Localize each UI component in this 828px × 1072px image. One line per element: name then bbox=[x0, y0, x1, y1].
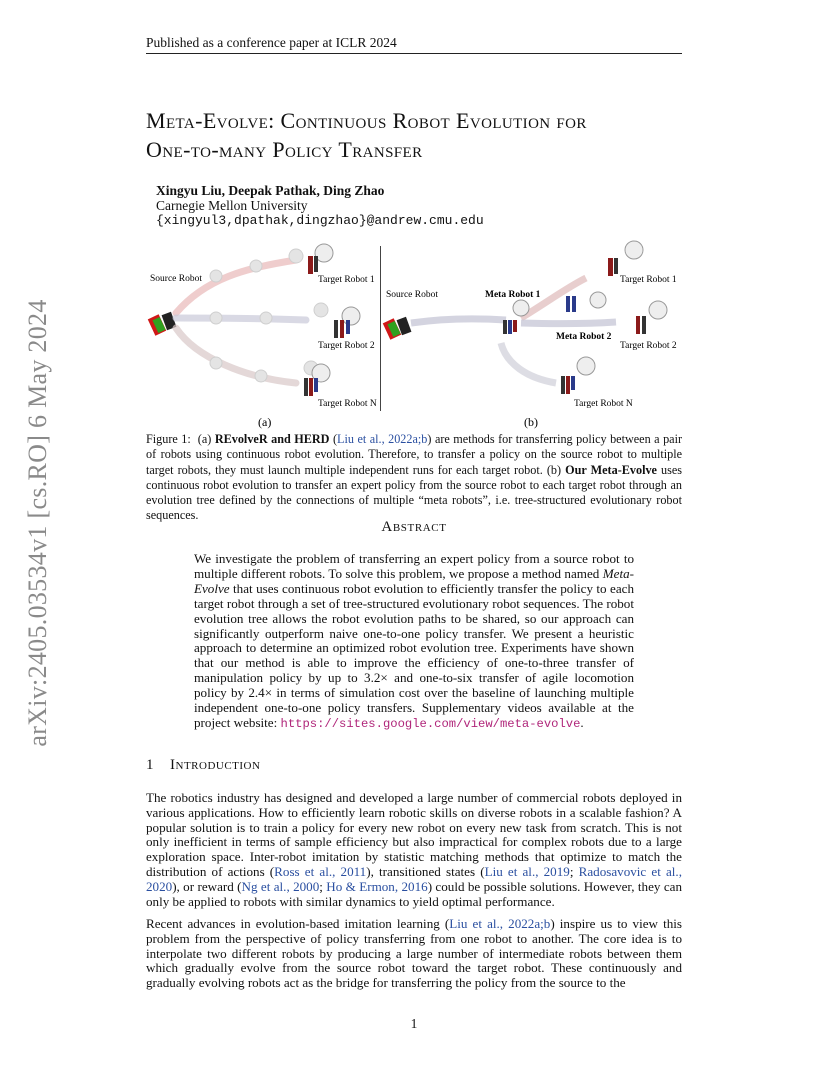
title-line-1: Meta-Evolve: Continuous Robot Evolution for bbox=[146, 108, 587, 133]
paper-title bbox=[146, 106, 706, 164]
abstract-method-name: Meta-Evolve bbox=[194, 565, 634, 596]
caption-cite-1[interactable]: Liu et al., 2022a;b bbox=[337, 432, 428, 446]
intro-paragraph-2 bbox=[146, 917, 682, 991]
header-venue: Published as a conference paper at ICLR 2024 bbox=[146, 35, 397, 50]
target-robot-1-b-icon bbox=[608, 241, 643, 276]
p2-text-1: Recent advances in evolution-based imitation learning ( bbox=[146, 916, 450, 931]
p1-cite-2[interactable]: Liu et al., 2019 bbox=[484, 863, 570, 879]
target-robot-2-b-icon bbox=[636, 301, 667, 334]
caption-a-bold: REvolveR and HERD bbox=[214, 432, 330, 446]
label-b-targetN: Target Robot N bbox=[574, 399, 633, 409]
p1-text-6: ) could be possible solutions. However, they can only be applied to robots with similar dynamics to yield optimal performance. bbox=[146, 878, 682, 909]
p2-cite-1[interactable]: Liu et al., 2022a;b bbox=[449, 916, 551, 931]
label-b-meta2: Meta Robot 2 bbox=[556, 332, 612, 342]
p1-text-4: ), or reward ( bbox=[172, 878, 242, 894]
label-a-target2: Target Robot 2 bbox=[318, 341, 375, 351]
panel-b-illustration bbox=[383, 241, 667, 394]
authors: Xingyu Liu, Deepak Pathak, Ding Zhao bbox=[156, 183, 385, 198]
abstract-text-1: We investigate the problem of transferring an expert policy from a source robot to multiple different robots. To solve this problem, we propose a method named bbox=[194, 551, 634, 581]
target-robot-n-b-icon bbox=[561, 357, 595, 394]
target-robot-2-a-icon bbox=[334, 307, 360, 338]
p1-cite-4[interactable]: Ng et al., 2000 bbox=[241, 878, 320, 894]
label-a-targetN: Target Robot N bbox=[318, 399, 377, 409]
abstract-text-2: that uses continuous robot evolution to efficiently transfer the policy to each target robot through a set of tree-structured evolutionary robot sequences. The robot evolution tree allows the robot evolution paths to be shared, so our approach can significantly outperform naive one-to-one policy transfer. We present a heuristic approach to determine an optimized robot evolution tree. Experiments have shown that our method is able to improve the efficiency of one-to-three transfer of manipulation policy by up to 3.2× and one-to-six transfer of agile locomotion policy by 2.4× in terms of simulation cost over the baseline of launching multiple independent one-to-one policy transfers. Supplementary videos available at the project website: bbox=[194, 580, 634, 730]
p1-cite-1[interactable]: Ross et al., 2011 bbox=[274, 863, 367, 879]
p1-cite-3[interactable]: Radosavovic et al., 2020 bbox=[146, 863, 682, 894]
label-a-sub: (a) bbox=[258, 415, 272, 429]
abstract-text-3: . bbox=[580, 714, 584, 730]
header-rule bbox=[146, 53, 682, 54]
intro-paragraph-1 bbox=[146, 791, 682, 909]
page-number: 1 bbox=[410, 1016, 418, 1031]
caption-a: (a) bbox=[197, 432, 212, 446]
label-b-meta1: Meta Robot 1 bbox=[485, 290, 541, 300]
affiliation: Carnegie Mellon University bbox=[156, 198, 308, 213]
p1-text-5: ; bbox=[319, 878, 327, 894]
figure-caption: Figure 1: (a) REvolveR and HERD (Liu et al., 2022a;b) are methods for transferring policy between a pair of robots using continuous robot evolution. Therefore, to transfer a policy on the source robot to multiple target robots, they must launch multiple independent runs for each target robot. (b) Our Meta-Evolve uses continuous robot evolution to transfer an expert policy from the source robot to each target robot through an evolution tree defined by the connections of multiple “meta robots”, i.e. tree-structured evolutionary robot sequences. bbox=[146, 432, 683, 523]
label-b-target1: Target Robot 1 bbox=[620, 275, 677, 285]
section-number: 1 bbox=[146, 757, 154, 773]
source-robot-a-icon bbox=[148, 312, 177, 336]
target-robot-1-a-icon bbox=[308, 244, 333, 274]
panel-a-illustration bbox=[148, 244, 360, 396]
figure-1 bbox=[146, 238, 686, 433]
section-title: Introduction bbox=[170, 757, 261, 773]
p2-text-2: ) inspire us to view this problem from the perspective of policy transferring from one robot to another. The core idea is to interpolate two different robots by producing a large number of intermediate robots between them which gradually evolve from the source robot toward the target robot. These continuously and gradually evolving robots act as the bridge for transferring the policy from the source to the bbox=[146, 916, 682, 991]
label-a-target1: Target Robot 1 bbox=[318, 275, 375, 285]
project-url-link[interactable]: https://sites.google.com/view/meta-evolve bbox=[280, 716, 581, 731]
section-heading bbox=[146, 757, 260, 774]
label-b-target2: Target Robot 2 bbox=[620, 341, 677, 351]
abstract-body bbox=[194, 552, 634, 732]
caption-label: Figure 1: bbox=[146, 432, 191, 446]
abstract-heading: Abstract bbox=[381, 519, 447, 535]
title-line-2: One-to-many Policy Transfer bbox=[146, 137, 423, 162]
label-b-sub: (b) bbox=[524, 415, 538, 429]
label-a-source: Source Robot bbox=[150, 274, 202, 284]
caption-b-bold: Our Meta-Evolve bbox=[565, 462, 657, 477]
label-b-source: Source Robot bbox=[386, 290, 438, 300]
arxiv-stamp: arXiv:2405.03534v1 [cs.RO] 6 May 2024 bbox=[23, 299, 52, 747]
caption-text-2: uses continuous robot evolution to transfer an expert policy from the source robot to each target robot through an evolution tree defined by the connections of multiple “meta robots”, i.e. tree-structured evolutionary robot sequences. bbox=[146, 462, 683, 523]
p1-text-3: ; bbox=[569, 863, 579, 879]
email: {xingyul3,dpathak,dingzhao}@andrew.cmu.edu bbox=[156, 213, 484, 228]
p1-text-1: The robotics industry has designed and developed a large number of commercial robots deployed in various applications. How to efficiently learn robotic skills on diverse robots in a scalable fashion? A popular solution is to train a policy for every new robot on every new task from scratch. This is not only inefficient in terms of sample efficiency but also impractical for complex robots due to a large exploration space. Inter-robot imitation by statistic matching methods that optimize to match the distribution of actions ( bbox=[146, 790, 682, 879]
p1-text-2: ), transitioned states ( bbox=[366, 863, 485, 879]
meta-robot-2-icon bbox=[566, 292, 606, 312]
caption-text-1: are methods for transferring policy between a pair of robots using continuous robot evolution. Therefore, to transfer a policy on the source robot to multiple target robots, they must launch multiple independent runs for each target robot. (b) bbox=[146, 432, 683, 477]
source-robot-b-icon bbox=[383, 317, 412, 340]
p1-cite-5[interactable]: Ho & Ermon, 2016 bbox=[326, 878, 428, 894]
